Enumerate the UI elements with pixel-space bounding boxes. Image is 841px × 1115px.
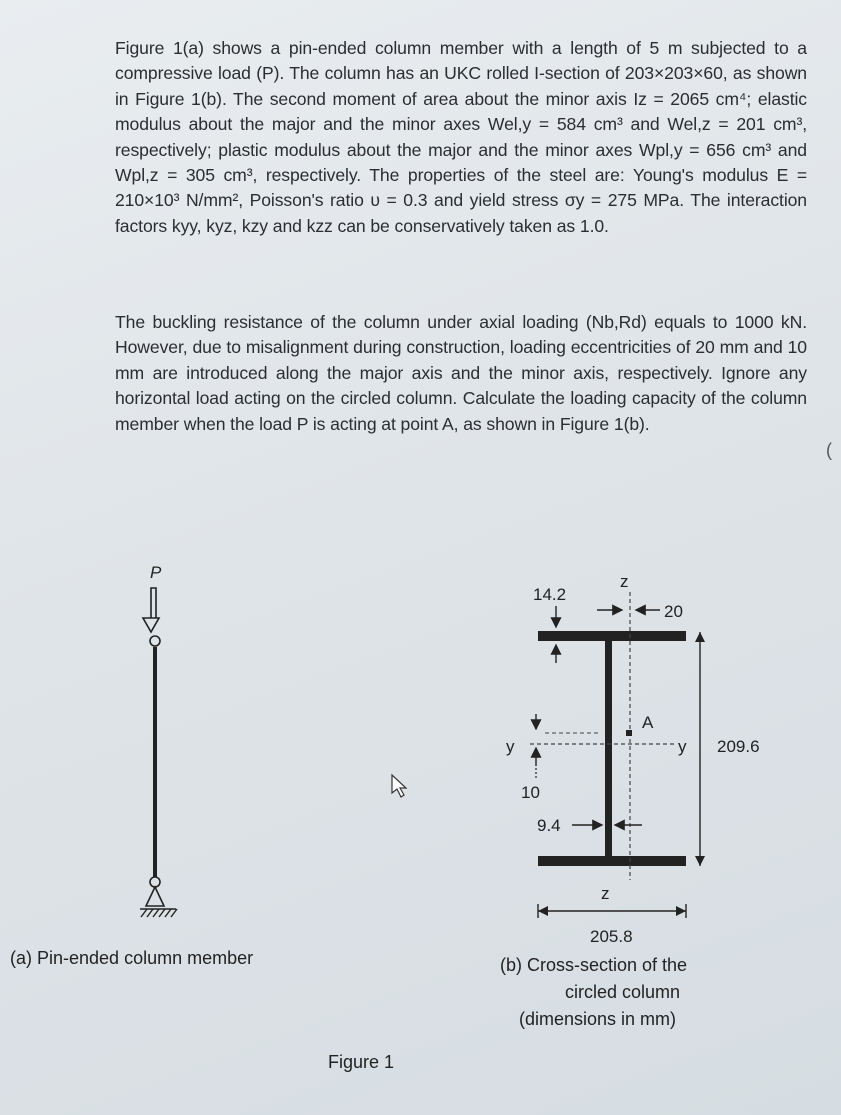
point-a-label: A: [642, 713, 654, 732]
pin-support: [146, 887, 164, 906]
dim-depth-arrow-bottom: [695, 856, 705, 866]
load-label-p: P: [150, 563, 162, 582]
dim-ecc-major: 20: [664, 602, 683, 621]
column-member: [153, 647, 157, 877]
caption-b-line3: (dimensions in mm): [519, 1009, 677, 1029]
ground-hatch: [140, 909, 177, 917]
load-arrow: [143, 588, 159, 632]
caption-b-line1: (b) Cross-section of the: [500, 955, 688, 975]
dim-width-arrow-right: [676, 906, 686, 916]
top-pin: [150, 636, 160, 646]
i-section-diagram: [506, 572, 760, 946]
dim-web-thickness: 9.4: [537, 816, 561, 835]
dim-depth: 209.6: [717, 737, 760, 756]
dim-ecc-minor: 10: [521, 783, 540, 802]
pin-ended-column-diagram: [140, 563, 177, 917]
web: [605, 641, 612, 856]
y-axis-label-left: y: [506, 737, 515, 756]
y-axis-label-right: y: [678, 737, 687, 756]
point-a-marker: [626, 730, 632, 736]
figure-title: Figure 1: [328, 1052, 395, 1072]
question-paragraph-2: The buckling resistance of the column under axial loading (Nb,Rd) equals to 1000 kN. However, due to misalignment during construction, loading eccentricities of 20 mm and 10 mm are introduced along the major axis and the minor axis, respectively. Ignore any horizontal load acting on the circled column. Calculate the loading capacity of the column member when the load P is acting at point A, as shown in Figure 1(b).: [115, 312, 807, 434]
caption-a: (a) Pin-ended column member: [10, 948, 254, 968]
stray-mark: (: [826, 440, 832, 460]
bottom-flange: [538, 856, 686, 866]
dim-width: 205.8: [590, 927, 633, 946]
caption-b-line2: circled column: [565, 982, 681, 1002]
dim-width-arrow-left: [538, 906, 548, 916]
z-axis-label-top: z: [620, 572, 629, 591]
dim-flange-thickness: 14.2: [533, 585, 567, 604]
question-paragraph-1: Figure 1(a) shows a pin-ended column member with a length of 5 m subjected to a compressive load (P). The column has an UKC rolled I-section of 203×203×60, as shown in Figure 1(b). The second moment of area about the minor axis Iz = 2065 cm⁴; elastic modulus about the major and the minor axes Wel,y = 584 cm³ and Wel,z = 201 cm³, respectively; plastic modulus about the major and the minor axes Wpl,y = 656 cm³ and Wpl,z = 305 cm³, respectively. The properties of the steel are: Young's modulus E = 210×10³ N/mm², Poisson's ratio υ = 0.3 and yield stress σy = 275 MPa. The interaction factors kyy, kyz, kzy and kzz can be conservatively taken as 1.0.: [115, 38, 807, 236]
dim-depth-arrow-top: [695, 632, 705, 642]
top-flange: [538, 631, 686, 641]
z-axis-label-bottom: z: [601, 884, 610, 903]
cursor-icon: [392, 775, 406, 797]
